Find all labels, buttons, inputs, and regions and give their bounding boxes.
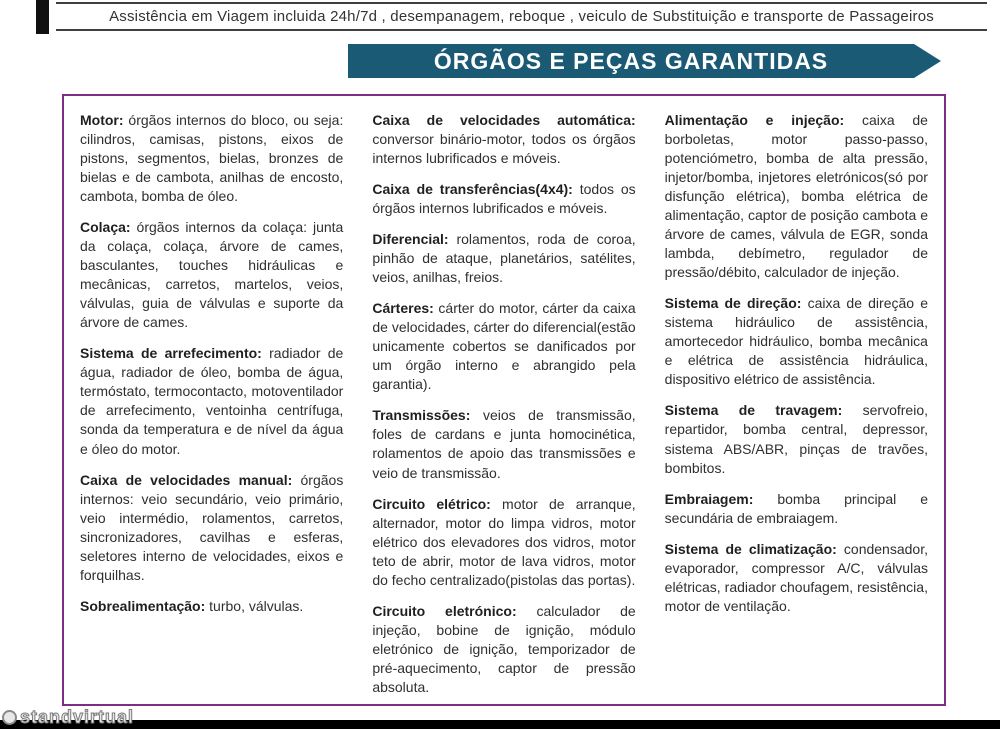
assistance-text: Assistência em Viagem incluida 24h/7d , desempanagem, reboque , veiculo de Substituição e transporte de Passageiros xyxy=(109,8,934,25)
coverage-item xyxy=(80,111,343,206)
banner-body xyxy=(348,44,914,78)
banner-arrow-icon xyxy=(914,44,941,78)
coverage-item-text: radiador de água, radiador de óleo, bomba de água, termóstato, termocontacto, motoventilador de arrefecimento, ventoinha centrífuga, sonda da temperatura e de nível da água e óleo do motor. xyxy=(80,345,344,457)
coverage-item-title: Sobrealimentação: xyxy=(80,597,206,614)
coverage-item-text: servofreio, repartidor, bomba central, depressor, sistema ABS/ABR, pinças de travões, bombitos. xyxy=(664,402,928,476)
coverage-item xyxy=(372,111,635,168)
coverage-item xyxy=(665,540,928,616)
coverage-item xyxy=(665,490,928,528)
coverage-item-text: órgãos internos: veio secundário, veio primário, veio intermédio, rolamentos, carretos, sincronizadores, cavilhas e esferas, seletores interno de velocidades, eixos e forquilhas. xyxy=(80,471,344,583)
coverage-item-title: Embraiagem: xyxy=(664,490,754,507)
coverage-item xyxy=(665,401,928,477)
coverage-item-text: todos os órgãos internos lubrificados e móveis. xyxy=(372,181,636,217)
coverage-box xyxy=(62,94,946,706)
coverage-item xyxy=(80,471,343,585)
coverage-item-text: veios de transmissão, foles de cardans e junta homocinética, rolamentos de apoio das transmissões e veio de transmissão. xyxy=(372,407,636,481)
coverage-item-text: caixa de direção e sistema hidráulico de assistência, amortecedor hidráulico, bomba mecânica e elétrica de assistência hidráulica, dispositivo elétrico de assistência. xyxy=(664,295,928,388)
coverage-item-title: Caixa de transferências(4x4): xyxy=(372,181,573,198)
coverage-item xyxy=(372,495,635,590)
coverage-item-text: órgãos internos do bloco, ou seja: cilindros, camisas, pistons, eixos de pistons, segmentos, bielas, bronzes de bielas e de cambota, anilhas de encosto, cambota, bomba de óleo. xyxy=(80,112,344,205)
coverage-item-text: motor de arranque, alternador, motor do limpa vidros, motor elétrico dos elevadores dos vidros, motor teto de abrir, motor de lava vidros, motor do fecho centralizado(pistolas das portas). xyxy=(372,495,636,588)
coverage-item xyxy=(372,230,635,287)
coverage-item xyxy=(372,180,635,218)
coverage-item-title: Alimentação e injeção: xyxy=(664,112,845,128)
coverage-item xyxy=(665,111,928,282)
corner-mark xyxy=(36,0,49,34)
coverage-item-title: Colaça: xyxy=(80,219,131,236)
watermark-logo xyxy=(2,707,134,728)
coverage-item xyxy=(80,218,343,332)
coverage-item-title: Motor: xyxy=(80,112,124,128)
column-1 xyxy=(80,111,343,696)
top-bar xyxy=(56,2,987,31)
coverage-item-title: Circuito eletrónico: xyxy=(372,602,517,619)
coverage-item-title: Transmissões: xyxy=(372,407,471,424)
watermark-circle-icon xyxy=(2,710,17,725)
title-banner xyxy=(348,44,941,78)
coverage-item-text: turbo, válvulas. xyxy=(209,597,304,614)
coverage-item-text: cárter do motor, cárter da caixa de velocidades, cárter do diferencial(estão unicamente cobertos se danificados por um órgão interno e abrangido pela garantia). xyxy=(372,300,636,393)
coverage-item-title: Diferencial: xyxy=(372,231,449,248)
column-2 xyxy=(372,111,635,696)
coverage-item xyxy=(80,597,343,616)
coverage-item-text: calculador de injeção, bobine de ignição, módulo eletrónico de ignição, temporizador de pré-aquecimento, captor de pressão absoluta. xyxy=(372,602,636,695)
coverage-item-title: Cárteres: xyxy=(372,300,434,317)
coverage-item-text: órgãos internos da colaça: junta da colaça, colaça, árvore de cames, basculantes, touches hidráulicas e mecânicas, carretos, martelos, veios, válvulas, guia de válvulas e suporte da árvore de cames. xyxy=(80,219,344,331)
coverage-item-title: Sistema de arrefecimento: xyxy=(80,345,262,362)
coverage-item xyxy=(80,344,343,458)
coverage-item-title: Caixa de velocidades manual: xyxy=(80,471,293,488)
coverage-item-title: Sistema de climatização: xyxy=(664,540,837,557)
coverage-item-title: Sistema de travagem: xyxy=(664,402,843,419)
coverage-item-text: conversor binário-motor, todos os órgãos internos lubrificados e móveis. xyxy=(372,131,636,167)
coverage-item-text: caixa de borboletas, motor passo-passo, potenciómetro, bomba de alta pressão, injetor/bomba, injetores eletrónicos(só por disfunção elétrica), bomba elétrica de alimentação, captor de posição cambota e árvore de cames, válvula de EGR, sonda lambda, debímetro, regulador de pressão/débito, calculador de injeção. xyxy=(664,112,928,281)
watermark-text: standvirtual xyxy=(20,707,135,727)
coverage-item-text: condensador, evaporador, compressor A/C, válvulas elétricas, radiador choufagem, resistência, motor de ventilação. xyxy=(664,540,928,614)
coverage-item-title: Caixa de velocidades automática: xyxy=(372,112,636,128)
coverage-item xyxy=(665,294,928,389)
coverage-item-title: Circuito elétrico: xyxy=(372,495,491,512)
coverage-item xyxy=(372,299,635,394)
coverage-item xyxy=(372,602,635,697)
coverage-item-title: Sistema de direção: xyxy=(664,295,802,312)
coverage-item xyxy=(372,406,635,482)
column-3 xyxy=(665,111,928,696)
coverage-item-text: rolamentos, roda de coroa, pinhão de ataque, planetários, satélites, veios, anilhas, freios. xyxy=(372,231,636,286)
coverage-item-text: bomba principal e secundária de embraiagem. xyxy=(664,490,928,526)
page-title: ÓRGÃOS E PEÇAS GARANTIDAS xyxy=(433,47,829,74)
bottom-bar xyxy=(0,720,1000,729)
